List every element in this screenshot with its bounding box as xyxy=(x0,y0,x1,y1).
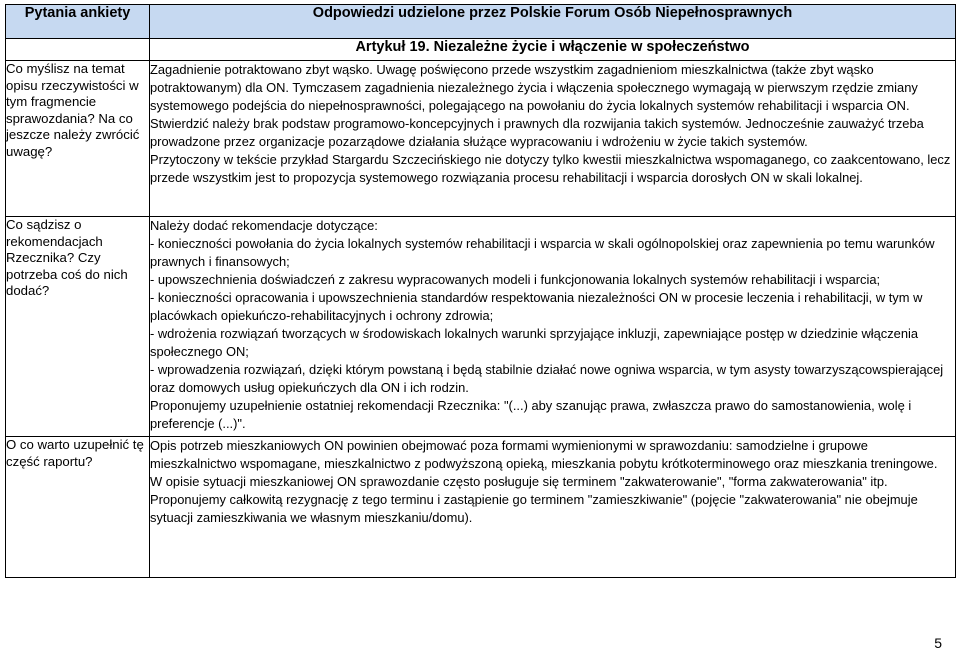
answer-paragraph: Opis potrzeb mieszkaniowych ON powinien obejmować poza formami wymienionymi w sprawozdaniu: samodzielne i grupowe mieszkalnictwo wspomagane, mieszkalnictwo z podwyższoną opieką, mieszkania pobytu krótkoterminowego oraz mieszkania treningowe. xyxy=(150,438,938,471)
answer-paragraph: - wprowadzenia rozwiązań, dzięki którym powstaną i będą stabilnie działać nowe ogniwa wsparcia, w tym asysty towarzyszącowspierającej oraz domowych usług opiekuńczych dla ON i ich rodzin. xyxy=(150,362,944,395)
table-row xyxy=(6,437,956,578)
answer-cell xyxy=(150,217,956,437)
header-questions: Pytania ankiety xyxy=(6,5,150,39)
question-text: Co sądzisz o rekomendacjach Rzecznika? Czy potrzeba coś do nich dodać? xyxy=(6,217,128,298)
answer-paragraph: Proponujemy uzupełnienie ostatniej rekomendacji Rzecznika: "(...) aby szanując prawa, zwłaszcza prawo do samostanowienia, wolę i preferencje (...)". xyxy=(150,398,912,431)
answer-paragraph: - upowszechnienia doświadczeń z zakresu wypracowanych modeli i funkcjonowania lokalnych systemów rehabilitacji i wsparcia; xyxy=(150,272,881,287)
question-cell xyxy=(6,437,150,578)
question-text: Co myślisz na temat opisu rzeczywistości w tym fragmencie sprawozdania? Na co jeszcze należy zwrócić uwagę? xyxy=(6,61,140,159)
page-number: 5 xyxy=(934,635,942,651)
answer-paragraph: Należy dodać rekomendacje dotyczące: xyxy=(150,218,378,233)
answer-paragraph: W opisie sytuacji mieszkaniowej ON sprawozdanie często posługuje się terminem "zakwaterowanie", "forma zakwaterowania" itp. Proponujemy całkowitą rezygnację z tego terminu i zastąpienie go terminem "zamieszkiwanie" (pojęcie "zakwaterowania" nie obejmuje sytuacji zamieszkiwania we własnym mieszkaniu/domu). xyxy=(150,474,918,525)
table-row xyxy=(6,61,956,217)
answer-paragraph: - wdrożenia rozwiązań tworzących w środowiskach lokalnych warunki sprzyjające inkluzji, zapewniające postęp w dziedzinie włączenia społecznego ON; xyxy=(150,326,919,359)
answer-paragraph: - konieczności opracowania i upowszechnienia standardów respektowania niezależności ON w procesie leczenia i rehabilitacji, w tym w placówkach opiekuńczo-rehabilitacyjnych i ochrony zdrowia; xyxy=(150,290,923,323)
answer-paragraph: - konieczności powołania do życia lokalnych systemów rehabilitacji i wsparcia w skali ogólnopolskiej oraz zapewnienia po temu warunków prawnych i finansowych; xyxy=(150,236,935,269)
answer-paragraph: Zagadnienie potraktowano zbyt wąsko. Uwagę poświęcono przede wszystkim zagadnieniom mieszkalnictwa (także zbyt wąsko potraktowanym) dla ON. Tymczasem zagadnienia niezależnego życia i włączenia społecznego wymagają w pierwszym rzędzie zmiany systemowego podejścia do niepełnosprawności, polegającego na powołaniu do życia lokalnych systemów rehabilitacji i wsparcia ON. Stwierdzić należy brak podstaw programowo-koncepcyjnych i prawnych dla rozwijania takich systemów. Jednocześnie zauważyć trzeba prowadzone przez organizacje pozarządowe działania służące wypracowaniu i wdrożeniu w życie takich systemów. xyxy=(150,62,924,149)
answer-paragraph: Przytoczony w tekście przykład Stargardu Szczecińskiego nie dotyczy tylko kwestii mieszkalnictwa wspomaganego, co zaakcentowano, lecz przede wszystkim jest to propozycja systemowego rozwiązania procesu rehabilitacji i wsparcia dorosłych ON w skali lokalnej. xyxy=(150,152,951,185)
question-cell xyxy=(6,217,150,437)
article-title: Artykuł 19. Niezależne życie i włączenie w społeczeństwo xyxy=(150,39,956,61)
header-row xyxy=(6,5,956,39)
article-row xyxy=(6,39,956,61)
question-text: O co warto uzupełnić tę część raportu? xyxy=(6,437,144,469)
article-empty-cell xyxy=(6,39,150,61)
header-answers: Odpowiedzi udzielone przez Polskie Forum Osób Niepełnosprawnych xyxy=(150,5,956,39)
table-row xyxy=(6,217,956,437)
question-cell xyxy=(6,61,150,217)
answer-cell xyxy=(150,437,956,578)
answer-cell xyxy=(150,61,956,217)
survey-table xyxy=(5,4,956,578)
